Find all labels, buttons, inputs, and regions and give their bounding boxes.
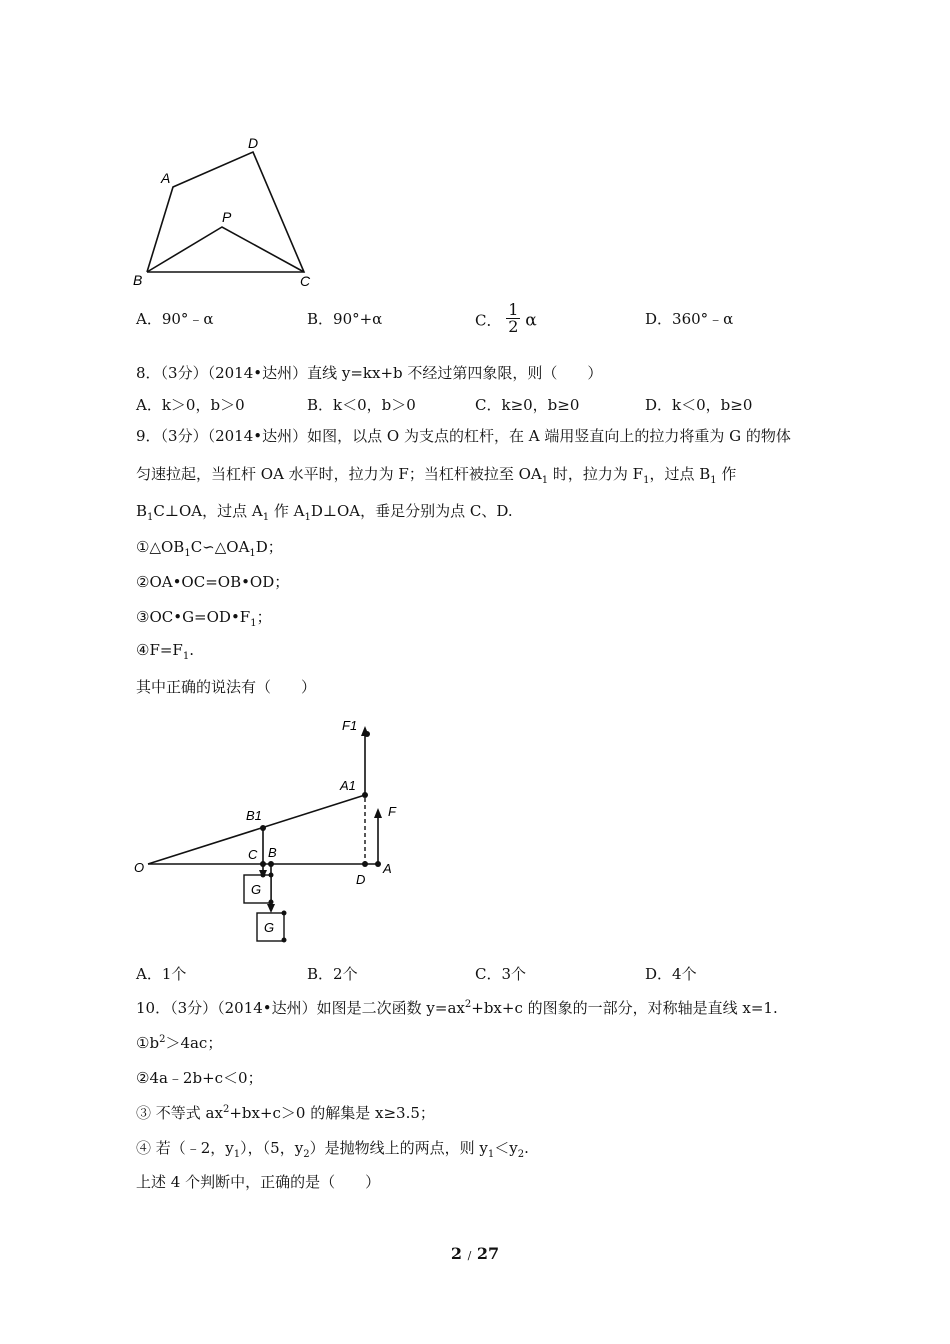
label-D: D	[248, 135, 259, 151]
label-B: B	[268, 845, 277, 860]
q10-question: 上述 4 个判断中，正确的是（ ）	[136, 1173, 381, 1191]
q8-option-b: B．k＜0，b＞0	[307, 396, 416, 414]
label-B: B	[133, 272, 143, 288]
label-G-lower: G	[264, 920, 275, 935]
q9-statement-1: $①\triangle OB_1C∽\triangle OA_1D$；	[136, 538, 283, 559]
label-A: A	[161, 170, 171, 186]
one-half-fraction	[506, 302, 520, 335]
q9-option-a: A．1个	[136, 965, 187, 983]
q8-option-d: D．k＜0，b≥0	[645, 396, 753, 414]
q10-statement-3: ③ 不等式 $ax^2+bx+c>0$ 的解集是 x≥3.5；	[136, 1104, 435, 1122]
label-F1: F1	[342, 718, 358, 733]
fraction-denominator: 2	[508, 317, 519, 336]
q8-option-a: A．k＞0，b＞0	[136, 396, 245, 414]
q7-option-c-label: C．	[475, 311, 502, 330]
page-separator: /	[467, 1249, 472, 1262]
q10-statement-4: ④ 若（﹣2，$y_1$），（5，$y_2$）是抛物线上的两点，则 $y_1<y_2$.	[136, 1139, 529, 1160]
label-B1: B1	[246, 808, 262, 823]
q9-statement-2: ②OA•OC=OB•OD；	[136, 573, 290, 591]
lever-figure	[130, 712, 410, 952]
q9-stem-line1: 9．（3分）（2014•达州）如图，以点 O 为支点的杠杆，在 A 端用竖直向上的拉力将重为 G 的物体	[136, 427, 791, 445]
label-A: A	[383, 861, 392, 876]
current-page: 2	[450, 1244, 462, 1263]
label-G-upper: G	[251, 882, 262, 897]
label-D: D	[356, 872, 366, 887]
q10-statement-2: ②4a﹣2b+c＜0；	[136, 1069, 263, 1087]
q9-statement-4: $④F=F_1$.	[136, 641, 194, 662]
page-number	[0, 1244, 950, 1263]
label-C: C	[248, 847, 258, 862]
label-C: C	[300, 273, 311, 289]
q9-stem-line2: 匀速拉起，当杠杆 OA 水平时，拉力为 F；当杠杆被拉至 $OA_1$ 时，拉力为 $F_1$，过点 $B_1$ 作	[136, 465, 737, 486]
label-P: P	[222, 209, 232, 225]
label-F: F	[388, 804, 396, 819]
q9-option-d: D．4个	[645, 965, 697, 983]
q10-stem: 10．（3分）（2014•达州）如图是二次函数 $y=ax^2+bx+c$ 的图象的一部分，对称轴是直线 x=1.	[136, 999, 778, 1017]
q9-stem-line3: $B_1C\perp OA$，过点 $A_1$ 作 $A_1D\perp OA$，垂足分别为点 C、D.	[136, 502, 513, 523]
q7-option-c	[475, 300, 537, 336]
q9-option-b: B．2个	[307, 965, 358, 983]
q7-option-a: A．90°﹣α	[136, 310, 214, 328]
q8-stem: 8．（3分）（2014•达州）直线 y=kx+b 不经过第四象限，则（ ）	[136, 364, 603, 382]
fraction-numerator: 1	[508, 300, 519, 319]
q8-option-c: C．k≥0，b≥0	[475, 396, 580, 414]
label-O: O	[134, 860, 145, 875]
q7-option-d: D．360°﹣α	[645, 310, 734, 328]
q9-question: 其中正确的说法有（ ）	[136, 678, 317, 696]
total-pages: 27	[476, 1244, 500, 1263]
q10-statement-1: $①b^2>4ac$；	[136, 1034, 223, 1052]
quadrilateral-figure	[130, 128, 330, 293]
q9-option-c: C．3个	[475, 965, 527, 983]
alpha-symbol: α	[525, 310, 537, 331]
q9-statement-3: $③OC•G=OD•F_1$；	[136, 608, 272, 629]
label-A1: A1	[340, 778, 356, 793]
q7-option-b: B．90°+α	[307, 310, 383, 328]
